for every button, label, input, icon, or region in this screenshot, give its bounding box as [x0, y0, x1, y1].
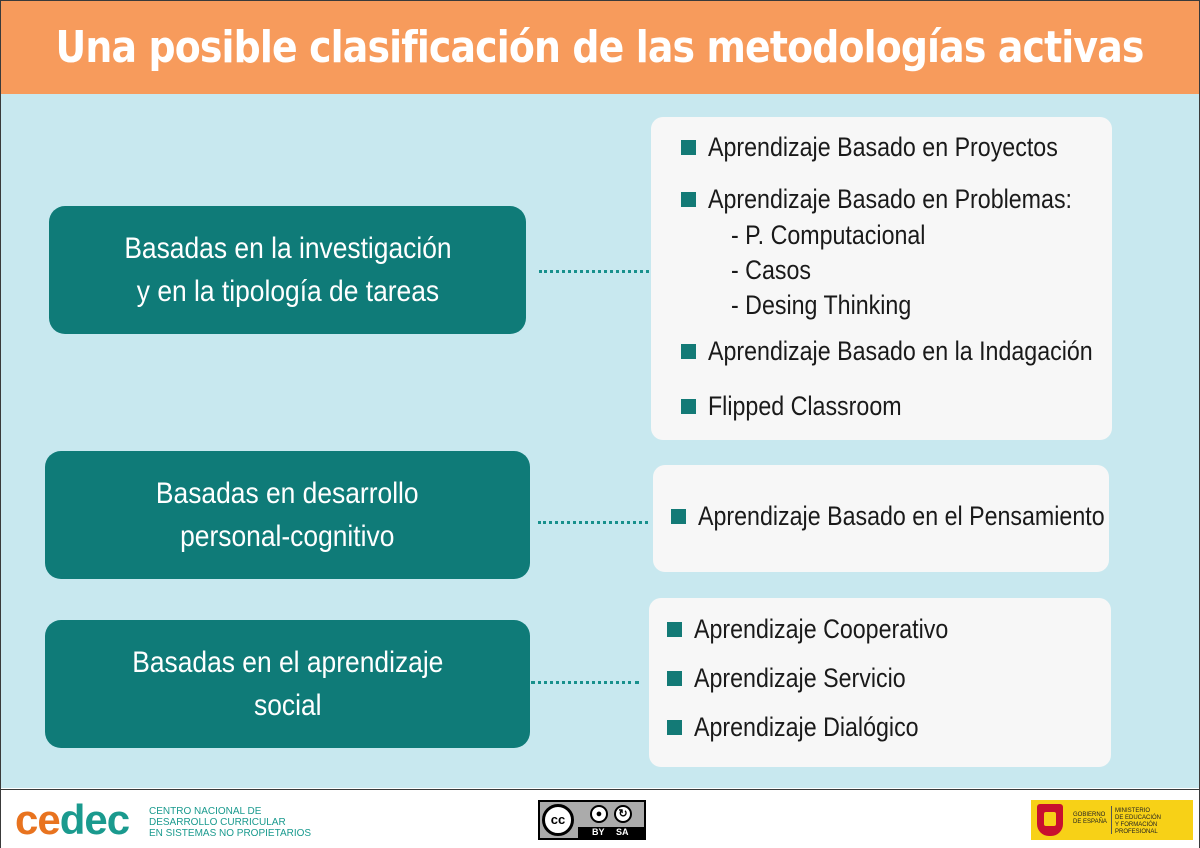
share-alike-icon: ↻ — [614, 805, 632, 823]
square-bullet-icon — [681, 140, 696, 155]
creative-commons-icon: cc — [542, 804, 574, 836]
category-label-line: Basadas en la investigación — [123, 232, 452, 265]
ministry-logo — [1031, 800, 1193, 840]
list-item: Flipped Classroom — [681, 391, 933, 422]
square-bullet-icon — [671, 509, 686, 524]
category-label-line: social — [253, 689, 322, 722]
government-label: GOBIERNO DE ESPAÑA — [1073, 812, 1107, 825]
sub-list-item: - P. Computacional — [731, 220, 926, 250]
sub-list-item: - Desing Thinking — [731, 290, 912, 320]
list-item: Aprendizaje Servicio — [667, 663, 940, 694]
category-label-line: Basadas en desarrollo — [156, 477, 419, 510]
list-item: Aprendizaje Basado en el Pensamiento — [671, 501, 1171, 532]
attribution-icon: ● — [590, 805, 608, 823]
dotted-connector — [538, 521, 648, 524]
category-label-line: y en la tipología de tareas — [136, 275, 439, 308]
cedec-description: CENTRO NACIONAL DE DESARROLLO CURRICULAR EN SISTEMAS NO PROPIETARIOS — [149, 806, 312, 839]
ministry-label: MINISTERIO DE EDUCACIÓN Y FORMACIÓN PROFESIONAL — [1115, 808, 1162, 835]
category-research-tasks — [49, 206, 526, 334]
category-label-line: Basadas en el aprendizaje — [131, 646, 444, 679]
square-bullet-icon — [681, 399, 696, 414]
sub-list-item: - Casos — [731, 255, 812, 285]
cc-license-badge — [538, 800, 646, 840]
square-bullet-icon — [667, 720, 682, 735]
dotted-connector — [531, 681, 639, 684]
methods-panel-cognitive — [653, 465, 1109, 572]
dotted-connector — [539, 270, 649, 273]
square-bullet-icon — [681, 344, 696, 359]
list-item: Aprendizaje Basado en la Indagación — [681, 336, 1155, 367]
category-personal-cognitive — [45, 451, 530, 579]
divider — [1111, 806, 1112, 834]
cedec-logo: cedec — [15, 796, 130, 843]
category-label-line: personal-cognitivo — [180, 520, 395, 553]
list-item: Aprendizaje Basado en Proyectos — [681, 132, 1115, 163]
list-item: Aprendizaje Dialógico — [667, 712, 955, 743]
list-item: Aprendizaje Cooperativo — [667, 614, 990, 645]
footer — [1, 789, 1199, 848]
methods-panel-research — [651, 117, 1112, 440]
category-social-learning — [45, 620, 530, 748]
list-item: Aprendizaje Basado en Problemas: — [681, 184, 1131, 215]
license-strip: BY SA — [578, 827, 644, 838]
methods-panel-social — [649, 598, 1111, 767]
square-bullet-icon — [667, 622, 682, 637]
title-banner — [1, 1, 1199, 94]
classification-diagram — [1, 94, 1199, 788]
page-title: Una posible clasificación de las metodologías activas — [56, 22, 1145, 73]
square-bullet-icon — [667, 671, 682, 686]
square-bullet-icon — [681, 192, 696, 207]
coat-of-arms-icon — [1037, 804, 1063, 836]
